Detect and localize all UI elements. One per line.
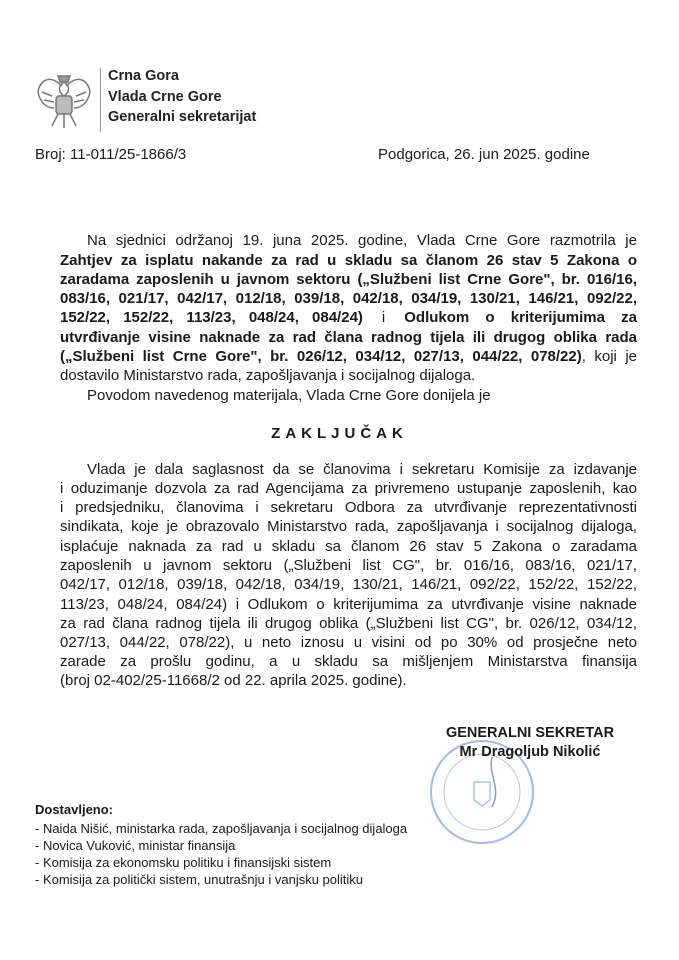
distribution-item: - Komisija za politički sistem, unutrašnju i vanjsku politiku [35,872,364,887]
place-date: Podgorica, 26. jun 2025. godine [378,146,590,163]
header-government: Vlada Crne Gore [108,89,222,105]
body-line: za rad člana radnog tijela ili drugog oblika („Službeni list CG", br. 026/12, 034/12, [60,615,637,632]
intro-line: Na sjednici održanoj 19. juna 2025. godine, Vlada Crne Gore razmotrila je [87,232,637,249]
body-line: zaposlenih u javnom sektoru („Službeni list CG", br. 016/16, 083/16, 021/17, [60,557,637,574]
intro-segment: 152/22, 152/22, 113/23, 048/24, 084/24) [60,309,363,326]
body-line: 042/17, 012/18, 039/18, 042/18, 034/19, 130/21, 146/21, 092/22, 152/22, 152/22, [60,576,637,593]
povodom-line: Povodom navedenog materijala, Vlada Crne Gore donijela je [87,387,491,404]
intro-line [60,308,637,327]
header-divider [100,68,101,132]
intro-line: Zahtjev za isplatu nakande za rad u skladu sa članom 26 stav 5 Zakona o [60,252,637,269]
header-secretariat: Generalni sekretarijat [108,109,257,125]
coat-of-arms-emblem [36,68,92,132]
body-line: sindikata, koje je obrazovalo Ministarstvo rada, zapošljavanja i socijalnog dijaloga, [60,518,637,535]
distribution-heading: Dostavljeno: [35,802,114,817]
body-line: i oduzimanje dozvola za rad Agencijama za privremeno ustupanje zaposlenih, kao [60,480,637,497]
signatory-name: Mr Dragoljub Nikolić [459,744,601,760]
intro-line: zaradama zaposlenih u javnom sektoru („Službeni list Crne Gore", br. 016/16, [60,271,637,288]
document-number: Broj: 11-011/25-1866/3 [35,146,187,163]
header-country: Crna Gora [108,68,179,84]
distribution-item: - Komisija za ekonomsku politiku i finansijski sistem [35,855,332,870]
body-line: Vlada je dala saglasnost da se članovima i sekretaru Komisije za izdavanje [87,461,637,478]
intro-line [60,347,637,366]
intro-segment: Odlukom o kriterijumima za [404,309,637,326]
intro-segment: , koji je [581,348,637,365]
intro-segment: („Službeni list Crne Gore", br. 026/12, 034/12, 027/13, 044/22, 078/22) [60,348,582,365]
body-line: i predsjedniku, članovima i sekretaru Odbora za utvrđivanje reprezentativnosti [60,499,637,516]
intro-line: 083/16, 021/17, 042/17, 012/18, 039/18, 042/18, 034/19, 130/21, 146/21, 092/22, [60,290,637,307]
intro-segment: i [377,309,390,326]
body-line: 027/13, 044/22, 078/22), u neto iznosu u visini od po 30% od prosječne neto [60,634,637,651]
body-line: isplaćuje naknada za rad u skladu sa članom 26 stav 5 Zakona o zaradama [60,538,637,555]
signatory-role: GENERALNI SEKRETAR [445,725,615,741]
intro-line: utvrđivanje visine naknade za rad člana radnog tijela ili drugog oblika rada [60,329,637,346]
body-line: 113/23, 048/24, 084/24) i Odlukom o kriterijumima za utvrđivanje visine naknade [60,596,637,613]
distribution-item: - Naida Nišić, ministarka rada, zapošljavanja i socijalnog dijaloga [35,821,408,836]
intro-line: dostavilo Ministarstvo rada, zapošljavanja i socijalnog dijaloga. [60,367,476,384]
body-line: (broj 02-402/25-11668/2 od 22. aprila 2025. godine). [60,672,407,689]
body-line: zarade za prošlu godinu, a u skladu sa mišljenjem Ministarstva finansija [60,653,637,670]
distribution-item: - Novica Vuković, ministar finansija [35,838,236,853]
decision-title: ZAKLJUČAK [271,425,408,442]
